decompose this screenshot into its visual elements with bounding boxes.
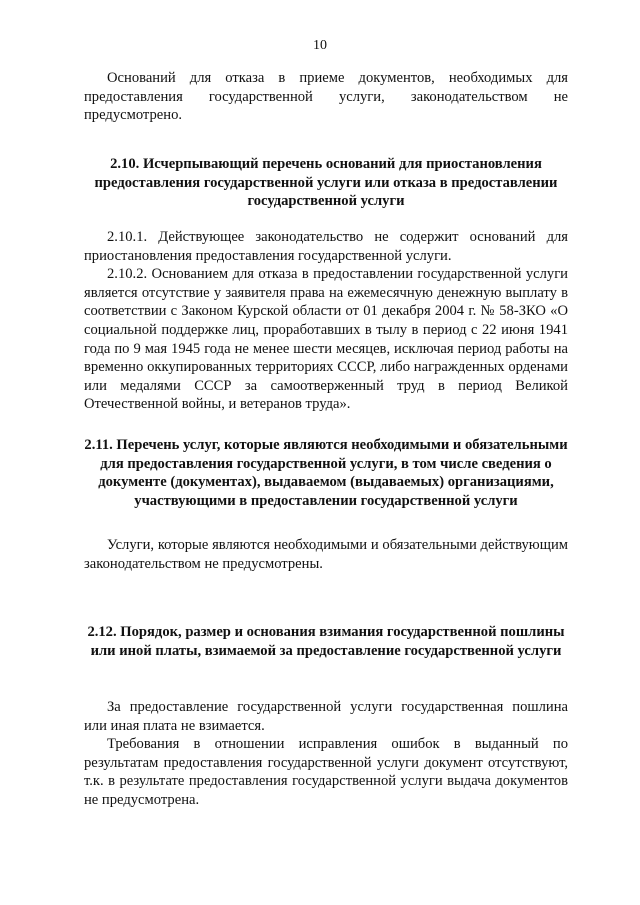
section-2-11-heading: 2.11. Перечень услуг, которые являются необходимыми и обязательными для предоставления государственной услуги, в том числе сведения о документе (документах), выдаваемом (выдаваемых) организациями, участвующими в предоставлении государственной услуги — [84, 437, 568, 509]
section-2-12-paragraph-2: Требования в отношении исправления ошибок в выданный по результатам предоставления государственной услуги документ отсутствуют, т.к. в результате предоставления государственной услуги выдача документов не предусмотрена. — [84, 736, 568, 808]
section-2-12-body — [84, 698, 568, 810]
section-2-10-heading-block — [84, 155, 568, 211]
intro-paragraph: Оснований для отказа в приеме документов, необходимых для предоставления государственной услуги, законодательством не предусмотрено. — [84, 70, 568, 124]
section-2-10-heading: 2.10. Исчерпывающий перечень оснований для приостановления предоставления государственной услуги или отказа в предоставлении государственной услуги — [94, 156, 558, 210]
section-2-12-heading-block — [84, 623, 568, 660]
section-2-10-paragraph-1: 2.10.1. Действующее законодательство не содержит оснований для приостановления предоставления государственной услуги. — [84, 229, 568, 264]
intro-block — [84, 69, 568, 125]
section-2-12-heading: 2.12. Порядок, размер и основания взимания государственной пошлины или иной платы, взимаемой за предоставление государственной услуги — [87, 624, 565, 659]
section-2-10-paragraph-2: 2.10.2. Основанием для отказа в предоставлении государственной услуги является отсутствие у заявителя права на ежемесячную денежную выплату в соответствии с Законом Курской области от 01 декабря 2004 г. № 58-ЗКО «О социальной поддержке лиц, проработавших в тылу в период с 22 июня 1941 года по 9 мая 1945 года не менее шести месяцев, исключая период работы на временно оккупированных территориях СССР, либо награжденных орденами или медалями СССР за самоотверженный труд в период Великой Отечественной войны, и ветеранов труда». — [84, 266, 568, 413]
page-number: 10 — [313, 38, 327, 53]
section-2-11-heading-block — [84, 436, 568, 510]
section-2-12-paragraph-1: За предоставление государственной услуги государственная пошлина или иная плата не взимается. — [84, 699, 568, 734]
section-2-11-body — [84, 536, 568, 573]
section-2-11-paragraph-1: Услуги, которые являются необходимыми и обязательными действующим законодательством не предусмотрены. — [84, 537, 568, 572]
section-2-10-body — [84, 228, 568, 414]
